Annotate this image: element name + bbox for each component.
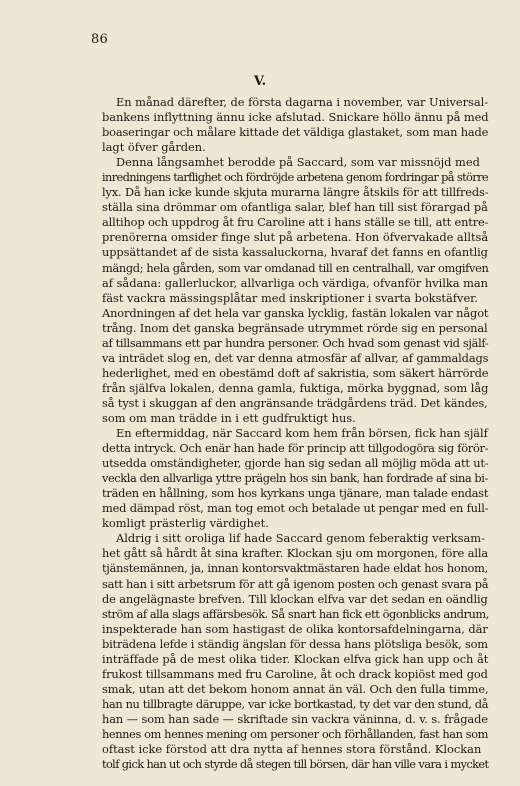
text-line: detta intryck. Och enär han hade för princip att tillgodogöra sig förör- — [102, 441, 489, 456]
text-line: bankens inflyttning ännu icke afslutad. Snickare höllo ännu på med — [102, 110, 489, 125]
text-line: uppsättandet af de sista kassaluckorna, hvaraf det fanns en ofantlig — [102, 245, 488, 260]
text-line: va inträdet slog en, det var denna atmosfär af allvar, af gammaldags — [102, 350, 489, 365]
text-line: utsedda omständigheter, gjorde han sig sedan all möjlig möda att ut- — [102, 456, 489, 471]
text-line: Anordningen af det hela var ganska lycklig, fastän lokalen var något — [102, 305, 489, 320]
text-line: lagt öfver gården. — [102, 140, 206, 155]
text-line: tjänstemännen, ja, innan kontorsvaktmästaren hade eldat hos honom, — [102, 561, 489, 576]
text-line: så tyst i skuggan af den angränsande trädgårdens träd. Det kändes, — [102, 395, 488, 410]
text-line: hennes om hennes mening om personer och förhållanden, fast han som — [102, 726, 489, 741]
text-line: ström af alla slags affärsbesök. Så snart han fick ett ögonblicks andrum, — [102, 606, 489, 621]
chapter-heading: V. — [253, 74, 267, 89]
text-line: inredningens tarflighet och fördröjde arbetena genom fordringar på större — [102, 170, 488, 185]
text-line: boaseringar och målare kittade det väldiga glastaket, som man hade — [102, 125, 489, 140]
text-line: smak, utan att det bekom honom annat än väl. Och den fulla timme, — [102, 681, 489, 696]
paragraph-first-line: Aldrig i sitt oroliga lif hade Saccard genom feberaktig verksam- — [116, 531, 485, 546]
text-line: hederlighet, med en obestämd doft af sakristia, som säkert härrörde — [102, 365, 489, 380]
text-line: som om man trädde in i ett gudfruktigt hus. — [102, 410, 356, 425]
text-line: han — som han sade — skriftade sin vackra väninna, d. v. s. frågade — [102, 711, 488, 726]
body-text — [102, 95, 488, 772]
text-line: de angelägnaste brefven. Till klockan elfva var det sedan en oändlig — [102, 591, 488, 606]
paragraph-first-line: Denna långsamhet berodde på Saccard, som var missnöjd med — [116, 155, 480, 170]
text-line: biträdena lefde i ständig ängslan för dessa hans plötsliga besök, som — [102, 636, 488, 651]
text-line: oftast icke förstod att dra nytta af hennes stora förstånd. Klockan — [102, 742, 482, 757]
text-line: frukost tillsammans med fru Caroline, åt och drack kopiöst med god — [102, 666, 488, 681]
text-line: veckla den allvarliga yttre prägeln hos sin bank, han fordrade af sina bi- — [102, 471, 488, 486]
text-line: komligt prästerlig värdighet. — [102, 516, 269, 531]
text-line: prenörerna omsider finge slut på arbetena. Hon öfvervakade alltså — [102, 230, 489, 245]
text-line: han nu tillbragte däruppe, var icke bortkastad, ty det var den stund, då — [102, 696, 489, 711]
text-line: från själfva lokalen, denna gamla, fuktiga, mörka byggnad, som låg — [102, 380, 489, 395]
text-line: ställa sina drömmar om ofantliga salar, blef han till sist förargad på — [102, 200, 488, 215]
text-line: tolf gick han ut och styrde då stegen till börsen, där han ville vara i mycket — [102, 757, 489, 772]
text-line: med dämpad röst, man tog emot och betalade ut pengar med en full- — [102, 501, 489, 516]
text-line: af tillsammans ett par hundra personer. Och hvad som genast vid själf- — [102, 335, 489, 350]
text-line: trång. Inom det ganska begränsade utrymmet rörde sig en personal — [102, 320, 488, 335]
text-line: af sådana: gallerluckor, allvarliga och värdiga, ofvanför hvilka man — [102, 275, 488, 290]
text-line: lyx. Då han icke kunde skjuta murarna längre åtskils för att tillfreds- — [102, 185, 489, 200]
text-line: fäst vackra mässingsplåtar med inskriptioner i svarta bokstäfver. — [102, 290, 478, 305]
text-line: satt han i sitt arbetsrum för att gå igenom posten och genast svara på — [102, 576, 489, 591]
paragraph-first-line: En månad därefter, de första dagarna i november, var Universal- — [116, 95, 489, 109]
text-line: träden en hållning, som hos kyrkans unga tjänare, man talade endast — [102, 486, 489, 501]
text-line: het gått så hårdt åt sina krafter. Klockan sju om morgonen, före alla — [102, 546, 489, 561]
text-line: inspekterade han som hastigast de olika kontorsafdelningarna, där — [102, 621, 488, 636]
text-line: alltihop och uppdrog åt fru Caroline att i hans ställe se till, att entre- — [102, 215, 489, 230]
text-line: mängd; hela gården, som var omdanad till en centralhall, var omgifven — [102, 260, 489, 275]
page-number: 86 — [91, 32, 108, 47]
paragraph-first-line: En eftermiddag, när Saccard kom hem från börsen, fick han själf — [116, 426, 488, 441]
text-line: inträffade på de mest olika tider. Klockan elfva gick han upp och åt — [102, 651, 489, 666]
